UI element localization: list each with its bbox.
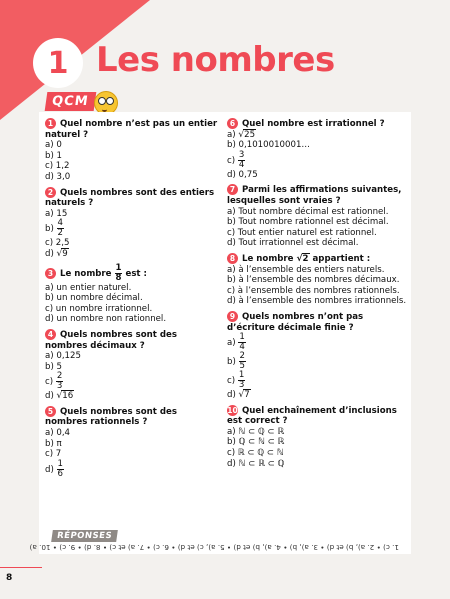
option: a) $\frac{1}{4}$ <box>227 332 245 353</box>
question-number: 4 <box>45 329 56 340</box>
question-text: Quels nombres sont des entiers naturels ? <box>45 187 215 209</box>
option: b) Tout nombre rationnel est décimal. <box>227 217 389 228</box>
question-6 <box>227 118 409 180</box>
question-number: 2 <box>45 187 56 198</box>
question-number: 7 <box>227 184 238 195</box>
option: c) $\frac{2}{3}$ <box>45 371 63 392</box>
option: b) un nombre décimal. <box>45 293 143 304</box>
question-1 <box>45 118 221 183</box>
reponses-badge: RÉPONSES <box>51 530 118 542</box>
option: b) à l’ensemble des nombres décimaux. <box>227 275 400 286</box>
option: b) 5 <box>45 361 63 372</box>
option: a) 0 <box>45 140 62 151</box>
fraction: $\frac{2}{3}$ <box>56 371 63 392</box>
square-root: 9 <box>62 248 68 259</box>
question-number: 3 <box>45 268 56 279</box>
page-number: 8 <box>6 573 13 583</box>
square-root: 25 <box>244 129 256 140</box>
fraction: $\frac{3}{4}$ <box>238 149 245 170</box>
option: c) $\frac{1}{3}$ <box>227 370 245 391</box>
question-4 <box>45 329 221 402</box>
fraction: $\frac{4}{2}$ <box>57 218 64 239</box>
fraction: $\frac{2}{5}$ <box>239 351 246 372</box>
question-7 <box>227 184 409 249</box>
option: c) 7 <box>45 449 62 460</box>
question-8: 8 Le nombre √2 appartient : a) à l’ensemble des entiers naturels. b) à l’ensemble des nombres décimaux. c) à l’ensemble des nombres rationnels. d) à l’ensemble des nombres irrationnels. <box>227 253 409 307</box>
question-2 <box>45 187 221 260</box>
option: d) 3,0 <box>45 171 71 182</box>
option: b) $\frac{2}{5}$ <box>227 351 246 372</box>
question-text: Parmi les affirmations suivantes, lesquelles sont vraies ? <box>227 185 402 206</box>
question-number: 9 <box>227 311 238 322</box>
option: d) un nombre non rationnel. <box>45 314 167 325</box>
option: b) π <box>45 438 62 449</box>
question-number: 1 <box>45 118 56 129</box>
question-5 <box>45 406 221 479</box>
option: c) à l’ensemble des nombres rationnels. <box>227 285 400 296</box>
option: d) Tout irrationnel est décimal. <box>227 238 359 249</box>
square-root: 2 <box>302 253 309 264</box>
option: d) √7 <box>227 390 250 401</box>
option: c) ℝ ⊂ ℚ ⊂ ℕ <box>227 448 284 459</box>
option: d) $\frac{1}{6}$ <box>45 458 64 479</box>
question-number: 5 <box>45 406 56 417</box>
question-10 <box>227 405 409 470</box>
question-text: Quel enchaînement d’inclusions est correct ? <box>227 405 397 427</box>
option: b) ℚ ⊂ ℕ ⊂ ℝ <box>227 437 285 448</box>
footer-line <box>0 567 42 568</box>
fraction: $\frac{1}{6}$ <box>57 458 64 479</box>
question-text: Quel nombre n’est pas un entier naturel ? <box>45 119 218 140</box>
page-title: Les nombres <box>96 40 335 80</box>
question-text: Quels nombres sont des nombres décimaux ? <box>45 329 177 351</box>
option: d) à l’ensemble des nombres irrationnels. <box>227 296 407 307</box>
option: d) 0,75 <box>227 169 258 180</box>
option: b) $\frac{4}{2}$ <box>45 218 64 239</box>
qcm-badge: QCM <box>45 92 96 111</box>
qcm-panel <box>29 112 411 554</box>
option: d) ℕ ⊂ ℝ ⊂ ℚ <box>227 458 285 469</box>
option: a) à l’ensemble des entiers naturels. <box>227 264 385 275</box>
option: b) 1 <box>45 150 63 161</box>
question-9 <box>227 311 409 401</box>
option: a) 0,4 <box>45 428 71 439</box>
option: c) un nombre irrationnel. <box>45 303 153 314</box>
option: c) 1,2 <box>45 161 70 172</box>
chapter-number: 1 <box>33 38 83 88</box>
question-text: Quels nombres n’ont pas d’écriture décimale finie ? <box>227 311 364 333</box>
option: a) Tout nombre décimal est rationnel. <box>227 206 389 217</box>
square-root: 16 <box>62 391 74 402</box>
option: a) 0,125 <box>45 351 81 362</box>
option: c) Tout entier naturel est rationnel. <box>227 227 377 238</box>
option: a) 15 <box>45 208 68 219</box>
square-root: 7 <box>244 390 250 401</box>
left-column <box>45 118 221 483</box>
fraction: $\frac{1}{8}$ <box>115 262 122 283</box>
option: a) ℕ ⊂ ℚ ⊂ ℝ <box>227 426 285 437</box>
option: a) un entier naturel. <box>45 282 132 293</box>
option: d) √16 <box>45 391 74 402</box>
question-number: 8 <box>227 253 238 264</box>
question-number: 10 <box>227 405 238 415</box>
question-text: Quels nombres sont des nombres rationnels ? <box>45 406 177 428</box>
question-text: Quel nombre est irrationnel ? <box>242 119 385 129</box>
fraction: $\frac{1}{3}$ <box>238 370 245 391</box>
question-number: 6 <box>227 118 238 129</box>
option: c) 2,5 <box>45 238 70 249</box>
option: d) √9 <box>45 248 68 259</box>
option: b) 0,1010010001… <box>227 140 311 151</box>
option: a) √25 <box>227 129 256 140</box>
answers-upside-down: 1. c) • 2. a), b) et d) • 3. a), b) • 4. a), b) et d) • 5. a), c) et d) • 6. c) • 7. a) et c) • 8. d) • 9. c) • 10. a) <box>29 543 399 552</box>
option: c) $\frac{3}{4}$ <box>227 149 245 170</box>
fraction: $\frac{1}{4}$ <box>239 332 245 353</box>
right-column <box>227 118 409 473</box>
question-3: 3 Le nombre $\frac{1}{8}$ est : a) un entier naturel. b) un nombre décimal. c) un nombre irrationnel. d) un nombre non rationnel. <box>45 264 221 325</box>
